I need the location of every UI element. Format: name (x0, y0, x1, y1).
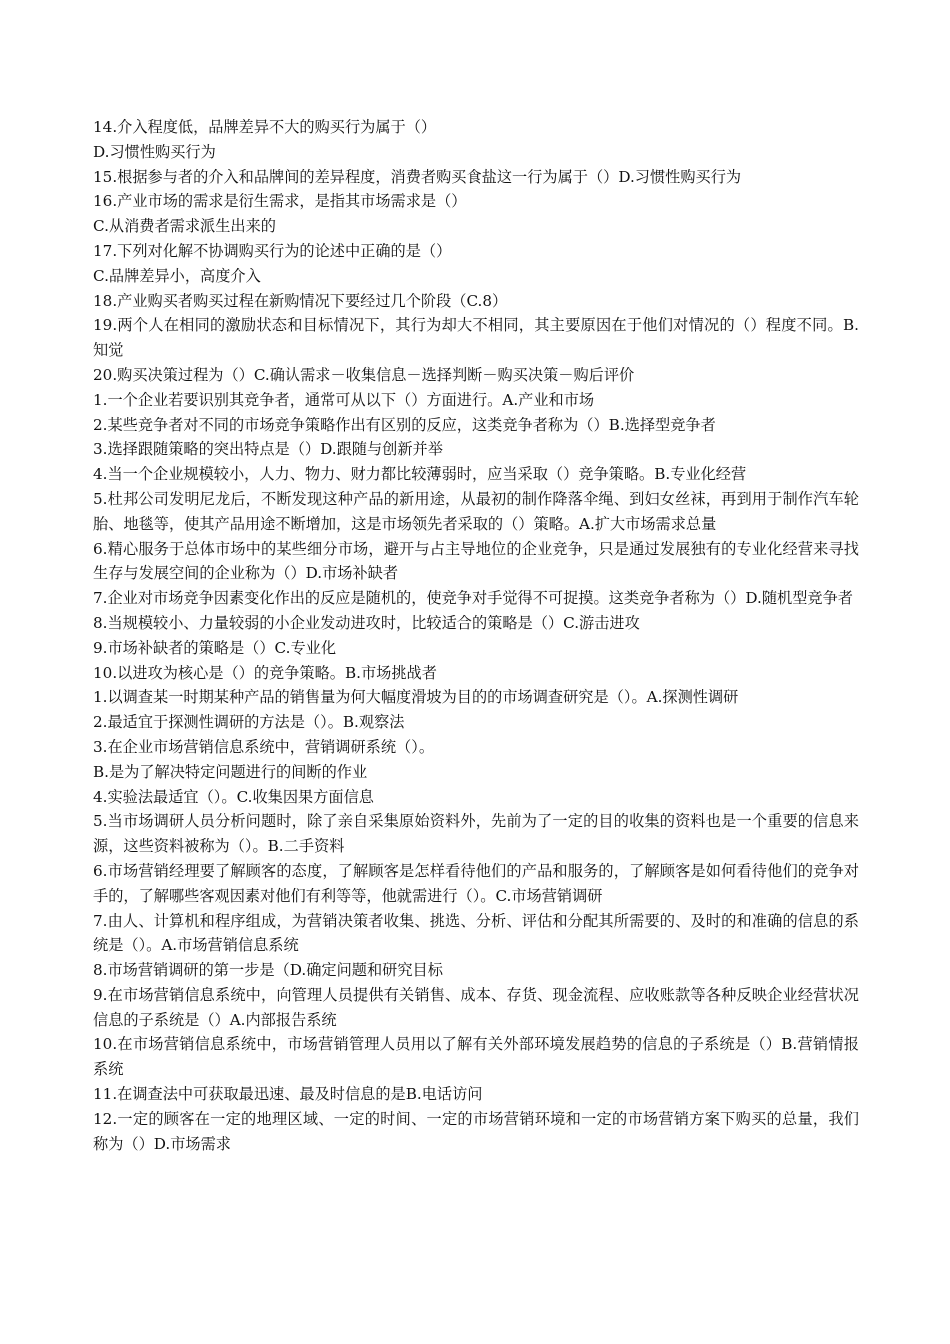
text-line: 2.最适宜于探测性调研的方法是（）。B.观察法 (93, 713, 405, 732)
text-line: 14.介入程度低，品牌差异不大的购买行为属于（） (93, 118, 437, 136)
text-line: B.是为了解决特定问题进行的间断的作业 (93, 762, 368, 781)
text-line: 1.一个企业若要识别其竞争者，通常可从以下（）方面进行。A.产业和市场 (93, 390, 595, 409)
text-line: 3.选择跟随策略的突出特点是（）D.跟随与创新并举 (93, 440, 443, 459)
text-line: 4.当一个企业规模较小，人力、物力、财力都比较薄弱时，应当采取（）竞争策略。B.专业化经营 (93, 465, 747, 484)
text-line: 5.当市场调研人员分析问题时，除了亲自采集原始资料外，先前为了一定的目的收集的资料也是一个重要的信息来源，这些资料被称为（）。B.二手资料 (93, 812, 859, 856)
text-line: 9.在市场营销信息系统中，向管理人员提供有关销售、成本、存货、现金流程、应收账款等各种反映企业经营状况信息的子系统是（）A.内部报告系统 (93, 985, 859, 1029)
text-line: 15.根据参与者的介入和品牌间的差异程度，消费者购买食盐这一行为属于（）D.习惯性购买行为 (93, 167, 742, 186)
text-line: 4.实验法最适宜（）。C.收集因果方面信息 (93, 787, 374, 806)
text-line: 16.产业市场的需求是衍生需求，是指其市场需求是（） (93, 192, 467, 211)
text-line: 20.购买决策过程为（）C.确认需求－收集信息－选择判断－购买决策－购后评价 (93, 365, 635, 384)
text-line: 7.企业对市场竞争因素变化作出的反应是随机的，使竞争对手觉得不可捉摸。这类竞争者称为（）D.随机型竞争者 (93, 589, 853, 608)
text-line: D.习惯性购买行为 (93, 142, 216, 161)
text-line: 11.在调查法中可获取最迅速、最及时信息的是B.电话访问 (93, 1085, 483, 1104)
text-line: C.品牌差异小，高度介入 (93, 266, 261, 285)
text-line: C.从消费者需求派生出来的 (93, 217, 276, 236)
text-line: 3.在企业市场营销信息系统中，营销调研系统（）。 (93, 737, 435, 756)
text-line: 17.下列对化解不协调购买行为的论述中正确的是（） (93, 241, 452, 260)
text-line: 19.两个人在相同的激励状态和目标情况下，其行为却大不相同，其主要原因在于他们对情况的（）程度不同。B.知觉 (93, 316, 859, 360)
text-line: 7.由人、计算机和程序组成，为营销决策者收集、挑选、分析、评估和分配其所需要的、及时的和准确的信息的系统是（）。A.市场营销信息系统 (93, 911, 859, 955)
document-body (93, 115, 859, 1156)
text-line: 2.某些竞争者对不同的市场竞争策略作出有区别的反应，这类竞争者称为（）B.选择型竞争者 (93, 415, 716, 434)
text-line: 1.以调查某一时期某种产品的销售量为何大幅度滑坡为目的的市场调查研究是（）。A.探测性调研 (93, 688, 739, 707)
text-line: 8.市场营销调研的第一步是（D.确定问题和研究目标 (93, 961, 443, 980)
text-line: 6.市场营销经理要了解顾客的态度，了解顾客是怎样看待他们的产品和服务的，了解顾客是如何看待他们的竞争对手的，了解哪些客观因素对他们有利等等，他就需进行（）。C.市场营销调研 (93, 861, 859, 905)
text-line: 12.一定的顾客在一定的地理区域、一定的时间、一定的市场营销环境和一定的市场营销方案下购买的总量，我们称为（）D.市场需求 (93, 1109, 859, 1153)
text-line: 6.精心服务于总体市场中的某些细分市场，避开与占主导地位的企业竞争，只是通过发展独有的专业化经营来寻找生存与发展空间的企业称为（）D.市场补缺者 (93, 539, 859, 583)
text-line: 5.杜邦公司发明尼龙后，不断发现这种产品的新用途，从最初的制作降落伞绳、到妇女丝袜，再到用于制作汽车轮胎、地毯等，使其产品用途不断增加，这是市场领先者采取的（）策略。A.扩大市场需求总量 (93, 489, 859, 533)
text-line: 8.当规模较小、力量较弱的小企业发动进攻时，比较适合的策略是（）C.游击进攻 (93, 613, 640, 632)
text-line: 10.以进攻为核心是（）的竞争策略。B.市场挑战者 (93, 663, 437, 682)
text-line: 18.产业购买者购买过程在新购情况下要经过几个阶段（C.8） (93, 291, 508, 310)
text-line: 9.市场补缺者的策略是（）C.专业化 (93, 638, 337, 657)
text-line: 10.在市场营销信息系统中，市场营销管理人员用以了解有关外部环境发展趋势的信息的子系统是（）B.营销情报系统 (93, 1035, 859, 1079)
